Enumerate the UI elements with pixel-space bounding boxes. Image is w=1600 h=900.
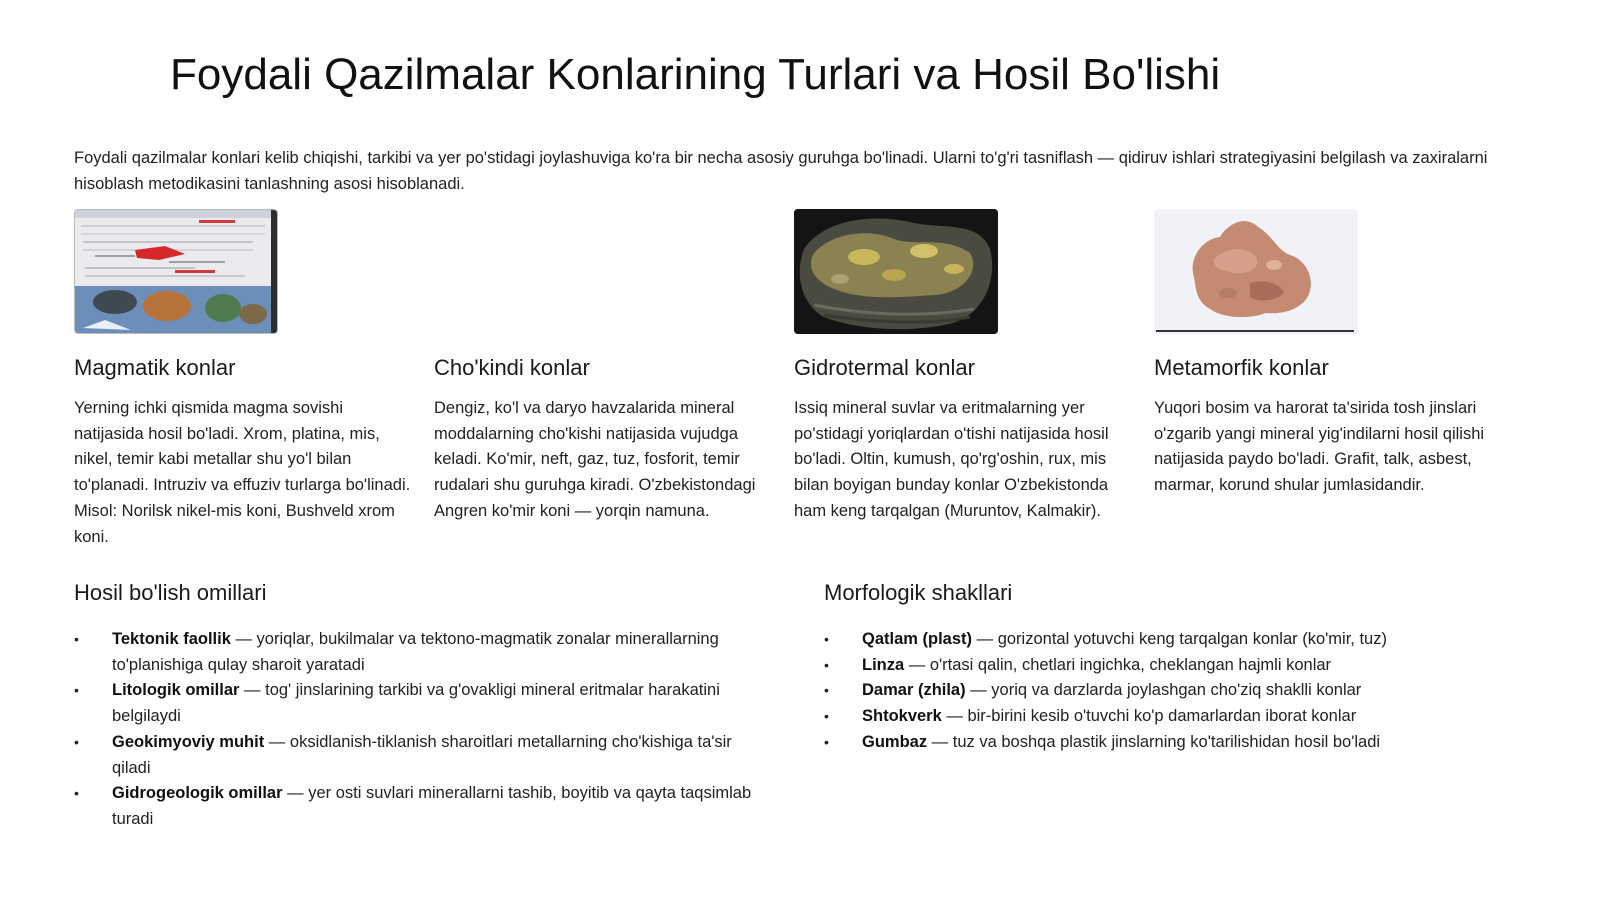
list-item-text: — oksidlanish-tiklanish sharoitlari metallarning cho'kishiga ta'sir qiladi [112, 732, 732, 777]
card-heading: Gidrotermal konlar [794, 355, 975, 380]
card-body: Dengiz, ko'l va daryo havzalarida mineral moddalarning cho'kishi natijasida vujudga keladi. Ko'mir, neft, gaz, tuz, fosforit, temir rudalari shu guruhga kiradi. O'zbekistondagi Angren ko'mir koni — yorqin namuna. [434, 399, 756, 520]
ore-sample-graphic [794, 209, 998, 334]
intro-paragraph: Foydali qazilmalar konlari kelib chiqishi, tarkibi va yer po'stidagi joylashuviga ko'ra bir necha asosiy guruhga bo'linadi. Ularni to'g'ri tasniflash — qidiruv ishlari strategiyasini belgilash va zaxiralarni hisoblash metodikasini tanlashning asosi hisoblanadi. [74, 149, 1488, 193]
card-heading: Magmatik konlar [74, 355, 236, 380]
bullet-icon: • [824, 708, 829, 725]
list-item [824, 627, 1544, 653]
list-item-text: — gorizontal yotuvchi keng tarqalgan konlar (ko'mir, tuz) [972, 630, 1387, 648]
list-item [74, 781, 774, 832]
bullet-icon: • [824, 682, 829, 699]
factors-heading: Hosil bo'lish omillari [74, 580, 267, 605]
bullet-icon: • [74, 785, 79, 802]
bullet-icon: • [74, 682, 79, 699]
card-body: Yerning ichki qismida magma sovishi natijasida hosil bo'ladi. Xrom, platina, mis, nikel, temir kabi metallar shu yo'l bilan to'planadi. Intruziv va effuziv turlarga bo'linadi. Misol: Norilsk nikel-mis koni, Bushveld xrom koni. [74, 399, 411, 546]
bullet-icon: • [74, 733, 79, 750]
rock-sample-graphic [1154, 209, 1358, 334]
list-item-text: — o'rtasi qalin, chetlari ingichka, cheklangan hajmli konlar [904, 655, 1332, 674]
card-body: Issiq mineral suvlar va eritmalarning yer po'stidagi yoriqlardan o'tishi natijasida hosil bo'ladi. Oltin, kumush, qo'rg'oshin, rux, mis bilan boyigan bunday konlar O'zbekistonda ham keng tarqalgan (Muruntov, Kalmakir). [794, 399, 1109, 520]
list-item-term: Qatlam (plast) [862, 630, 973, 648]
list-item-text: — tuz va boshqa plastik jinslarning ko'tarilishidan hosil bo'ladi [927, 732, 1381, 751]
list-item-term: Tektonik faollik [112, 630, 231, 648]
card-magmatic [74, 209, 414, 546]
list-item-term: Damar (zhila) [862, 681, 966, 700]
list-item-text: — bir-birini kesib o'tuvchi ko'p damarlardan iborat konlar [941, 707, 1357, 726]
list-item-term: Litologik omillar [112, 681, 240, 700]
bullet-icon: • [824, 656, 829, 673]
list-item-term: Shtokverk [862, 707, 942, 726]
geologic-map-image [74, 209, 278, 334]
list-item-text: — tog' jinslarining tarkibi va g'ovakligi mineral eritmalar harakatini belgilaydi [112, 681, 720, 726]
list-item-text: — yer osti suvlari minerallarni tashib, boyitib va qayta taqsimlab turadi [112, 784, 752, 828]
list-item-term: Linza [862, 655, 905, 674]
deposit-types [74, 209, 1544, 549]
list-item [824, 678, 1544, 704]
card-body: Yuqori bosim va harorat ta'sirida tosh jinslari o'zgarib yangi mineral yig'indilarni hosil qilishi natijasida paydo bo'ladi. Grafit, talk, asbest, marmar, korund shular jumlasidandir. [1154, 399, 1485, 495]
ore-sample-image [794, 209, 998, 334]
list-item-text: — yoriqlar, bukilmalar va tektono-magmatik zonalar minerallarning to'planishiga qulay sharoit yaratadi [112, 630, 719, 674]
list-item-term: Geokimyoviy muhit [112, 732, 265, 751]
bullet-icon: • [824, 631, 829, 647]
factors-list [74, 627, 774, 833]
list-item-term: Gidrogeologik omillar [112, 784, 283, 803]
card-heading: Metamorfik konlar [1154, 355, 1329, 380]
bullet-icon: • [824, 733, 829, 750]
list-item [824, 730, 1544, 756]
list-item [74, 627, 774, 678]
shapes-heading: Morfologik shakllari [824, 580, 1013, 605]
list-item [824, 653, 1544, 679]
shapes-list [824, 627, 1544, 756]
list-item [824, 704, 1544, 730]
list-item [74, 678, 774, 729]
page-title: Foydali Qazilmalar Konlarining Turlari va Hosil Bo'lishi [170, 50, 1221, 99]
card-hydrothermal [794, 209, 1134, 520]
list-item [74, 730, 774, 781]
card-heading: Cho'kindi konlar [434, 355, 590, 380]
list-item-text: — yoriq va darzlarda joylashgan cho'ziq shaklli konlar [965, 681, 1362, 700]
bullet-icon: • [74, 631, 79, 647]
geologic-map-graphic [75, 210, 278, 334]
list-item-term: Gumbaz [862, 732, 928, 751]
rock-sample-image [1154, 209, 1358, 334]
card-metamorphic [1154, 209, 1494, 495]
